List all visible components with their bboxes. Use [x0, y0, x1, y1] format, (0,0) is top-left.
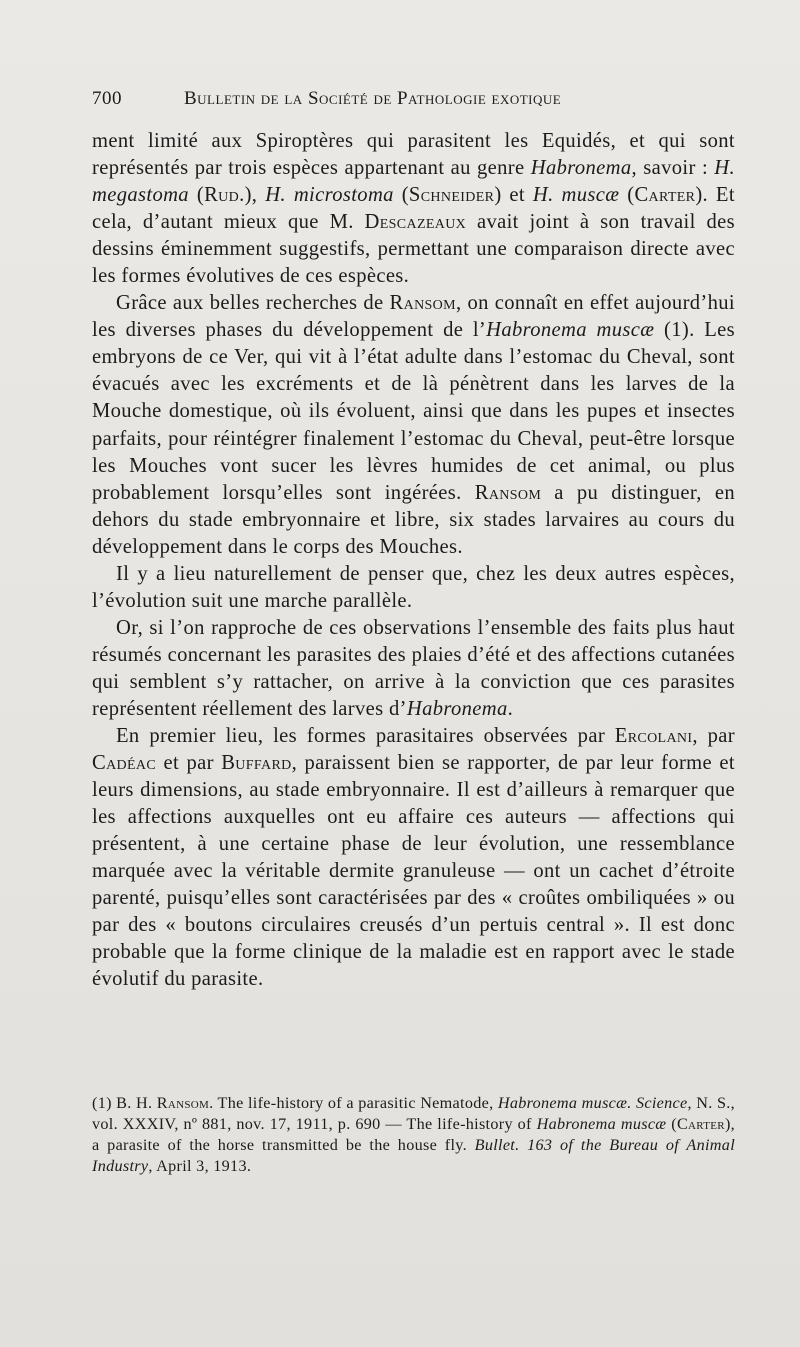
footnote: (1) B. H. Ransom. The life-history of a parasitic Nematode, Habronema muscæ. Science, N. S., vol. XXXIV, nº 881, nov. 17, 1911, p. 690 — The life-history of Habronema muscæ (Carter), a parasite of the horse transmitted be the house fly. Bullet. 163 of the Bureau of Animal Industry, April 3, 1913. — [92, 1094, 736, 1175]
paragraph: Il y a lieu naturellement de penser que, chez les deux autres espèces, l’évolution suit une marche parallèle. — [92, 562, 735, 612]
page-number: 700 — [92, 88, 122, 109]
page-header — [92, 88, 742, 118]
body-text — [92, 128, 735, 994]
paragraph: Or, si l’on rapproche de ces observations l’ensemble des faits plus haut résumés concernant les parasites des plaies d’été et des affections cutanées qui semblent s’y rattacher, on arrive à la conviction que ces parasites représentent réellement des larves d’Habronema. — [92, 616, 735, 720]
running-head: Bulletin de la Société de Pathologie exotique — [184, 88, 562, 109]
paragraph: ment limité aux Spiroptères qui parasitent les Equidés, et qui sont représentés par trois espèces appartenant au genre Habronema, savoir : H. megastoma (Rud.), H. microstoma (Schneider) et H. muscæ (Carter). Et cela, d’autant mieux que M. Descazeaux avait joint à son travail des dessins éminemment suggestifs, permettant une comparaison directe avec les formes évolutives de ces espèces. — [92, 130, 735, 288]
paragraph: En premier lieu, les formes parasitaires observées par Ercolani, par Cadéac et par Buffard, paraissent bien se rapporter, de par leur forme et leurs dimensions, au stade embryonnaire. Il est d’ailleurs à remarquer que les affections auxquelles ont eu affaire ces auteurs — affections qui présentent, à une certaine phase de leur évolution, une ressemblance marquée avec la véritable dermite granuleuse — ont un cachet d’étroite parenté, puisqu’elles sont caractérisées par des « croûtes ombiliquées » ou par des « boutons circulaires creusés d’un pertuis central ». Il est donc probable que la forme clinique de la maladie est en rapport avec le stade évolutif du parasite. — [92, 725, 736, 991]
paragraph: Grâce aux belles recherches de Ransom, on connaît en effet aujourd’hui les diverses phases du développement de l’Habronema muscæ (1). Les embryons de ce Ver, qui vit à l’état adulte dans l’estomac du Cheval, sont évacués avec les excréments et de là pénètrent dans les larves de la Mouche domestique, où ils évoluent, ainsi que dans les pupes et insectes parfaits, pour réintégrer finalement l’estomac du Cheval, peut-être lorsque les Mouches vont sucer les lèvres humides de cet animal, ou plus probablement lorsqu’elles sont ingérées. Ransom a pu distinguer, en dehors du stade embryonnaire et libre, six stades larvaires au cours du développement dans le corps des Mouches. — [92, 292, 736, 558]
